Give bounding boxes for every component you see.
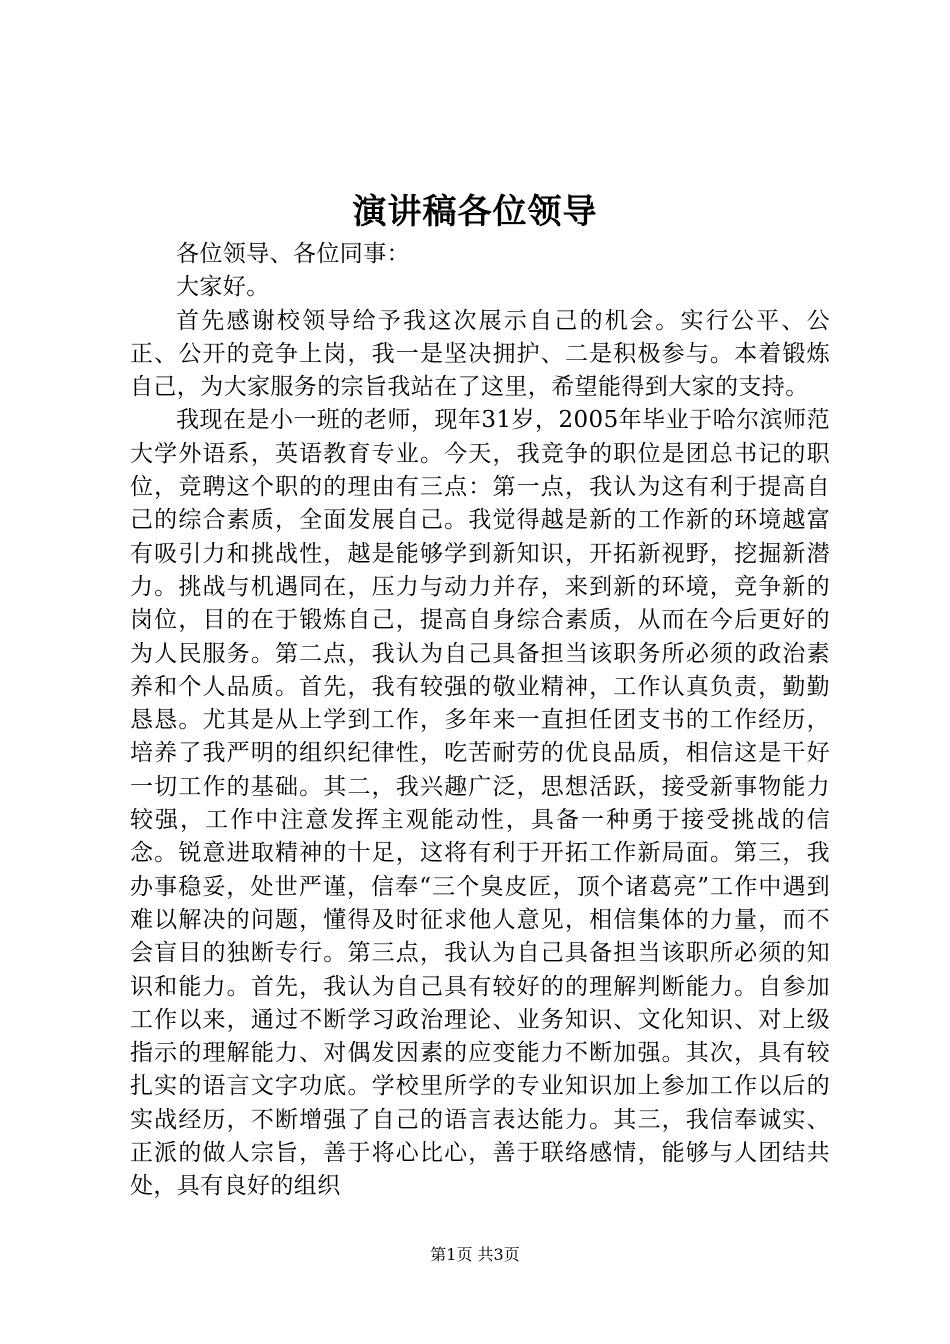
document-body	[130, 238, 830, 1204]
document-title: 演讲稿各位领导	[352, 192, 598, 232]
paragraph-main: 我现在是小一班的老师，现年31岁，2005年毕业于哈尔滨师范大学外语系，英语教育专业。今天，我竞争的职位是团总书记的职位，竞聘这个职的的理由有三点：第一点，我认为这有利于提高自己的综合素质，全面发展自己。我觉得越是新的工作新的环境越富有吸引力和挑战性，越是能够学到新知识，开拓新视野，挖掘新潜力。挑战与机遇同在，压力与动力并存，来到新的环境，竞争新的岗位，目的在于锻炼自己，提高自身综合素质，从而在今后更好的为人民服务。第二点，我认为自己具备担当该职务所必须的政治素养和个人品质。首先，我有较强的敬业精神，工作认真负责，勤勤恳恳。尤其是从上学到工作，多年来一直担任团支书的工作经历，培养了我严明的组织纪律性，吃苦耐劳的优良品质，相信这是干好一切工作的基础。其二，我兴趣广泛，思想活跃，接受新事物能力较强，工作中注意发挥主观能动性，具备一种勇于接受挑战的信念。锐意进取精神的十足，这将有利于开拓工作新局面。第三，我办事稳妥，处世严谨，信奉“三个臭皮匠，顶个诸葛亮”工作中遇到难以解决的问题，懂得及时征求他人意见，相信集体的力量，而不会盲目的独断专行。第三点，我认为自己具备担当该职所必须的知识和能力。首先，我认为自己具有较好的的理解判断能力。自参加工作以来，通过不断学习政治理论、业务知识、文化知识、对上级指示的理解能力、对偶发因素的应变能力不断加强。其次，具有较扎实的语言文字功底。学校里所学的专业知识加上参加工作以后的实战经历，不断增强了自己的语言表达能力。其三，我信奉诚实、正派的做人宗旨，善于将心比心，善于联络感情，能够与人团结共处，具有良好的组织	[130, 407, 830, 1200]
paragraph-intro: 首先感谢校领导给予我这次展示自己的机会。实行公平、公正、公开的竞争上岗，我一是坚决拥护、二是积极参与。本着锻炼自己，为大家服务的宗旨我站在了这里，希望能得到大家的支持。	[130, 307, 830, 401]
paragraph-greeting: 大家好。	[176, 274, 270, 301]
paragraph-salutation: 各位领导、各位同事：	[176, 241, 410, 267]
page-footer: 第1页 共3页	[430, 1245, 520, 1264]
